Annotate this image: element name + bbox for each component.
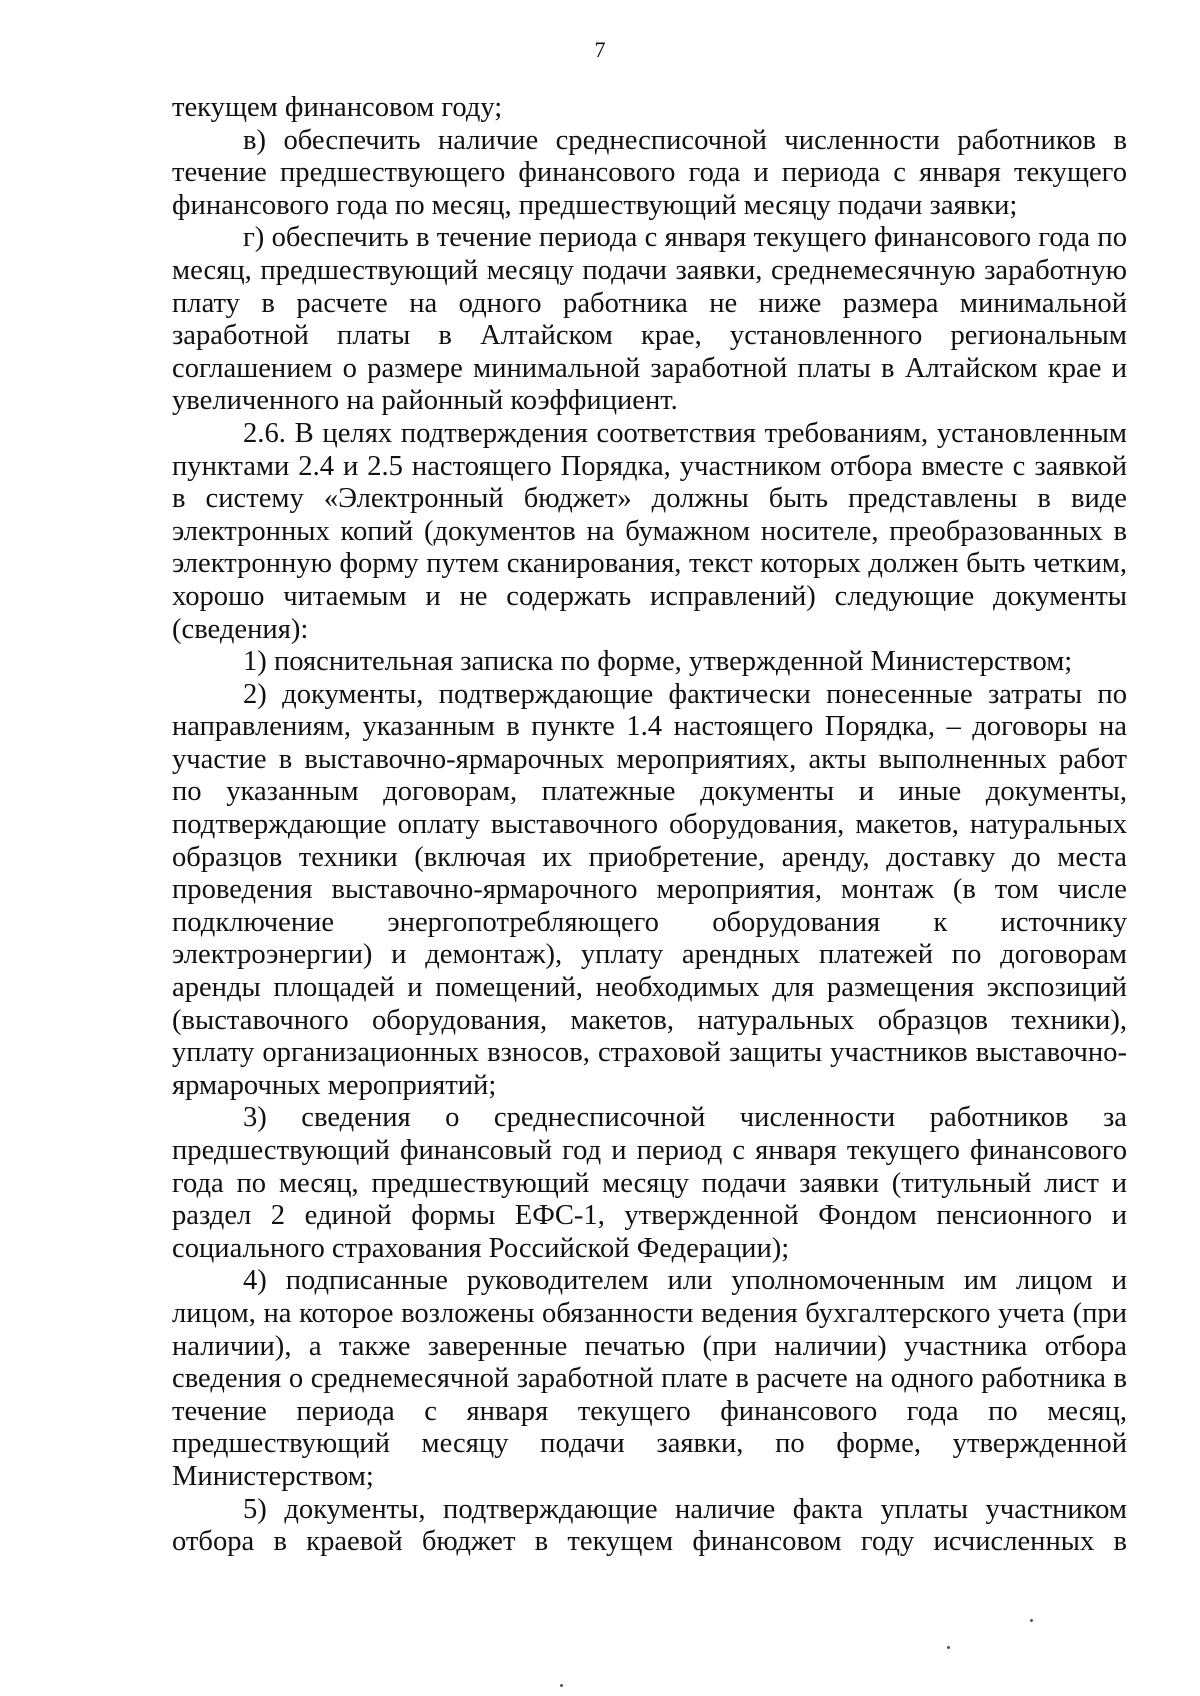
document-body — [172, 92, 1127, 1559]
scan-artifact-dot — [560, 1684, 563, 1687]
scan-artifact-dot — [1030, 1619, 1033, 1622]
paragraph-list-item-2: 2) документы, подтверждающие фактически понесенные затраты по направлениям, указанным в пункте 1.4 настоящего Порядка, – договоры на участие в выставочно-ярмарочных мероприятиях, акты выполненных работ по указанным договорам, платежные документы и иные документы, подтверждающие оплату выставочного оборудования, макетов, натуральных образцов техники (включая их приобретение, аренду, доставку до места проведения выставочно-ярмарочного мероприятия, монтаж (в том числе подключение энергопотребляющего оборудования к источнику электроэнергии) и демонтаж), уплату арендных платежей по договорам аренды площадей и помещений, необходимых для размещения экспозиций (выставочного оборудования, макетов, натуральных образцов техники), уплату организационных взносов, страховой защиты участников выставочно-ярмарочных мероприятий; — [172, 678, 1127, 1101]
paragraph-continuation: текущем финансовом году; — [172, 92, 503, 123]
paragraph-list-item-1: 1) пояснительная записка по форме, утвержденной Министерством; — [243, 646, 1073, 678]
paragraph-list-item-3: 3) сведения о среднесписочной численности работников за предшествующий финансовый год и период с января текущего финансового года по месяц, предшествующий месяцу подачи заявки (титульный лист и раздел 2 единой формы ЕФС-1, утвержденной Фондом пенсионного и социального страхования Российской Федерации); — [172, 1102, 1127, 1264]
paragraph-list-item-5: 5) документы, подтверждающие наличие факта уплаты участником отбора в краевой бюджет в текущем финансовом году исчисленных в — [172, 1493, 1127, 1558]
scan-artifact-dot — [947, 1646, 950, 1649]
paragraph-item-g: г) обеспечить в течение периода с января текущего финансового года по месяц, предшествующий месяцу подачи заявки, среднемесячную заработную плату в расчете на одного работника не ниже размера минимальной заработной платы в Алтайском крае, установленного региональным соглашением о размере минимальной заработной платы в Алтайском крае и увеличенного на районный коэффициент. — [172, 222, 1127, 417]
paragraph-clause-2-6: 2.6. В целях подтверждения соответствия требованиям, установленным пунктами 2.4 и 2.5 настоящего Порядка, участником отбора вместе с заявкой в систему «Электронный бюджет» должны быть представлены в виде электронных копий (документов на бумажном носителе, преобразованных в электронную форму путем сканирования, текст которых должен быть четким, хорошо читаемым и не содержать исправлений) следующие документы (сведения): — [172, 417, 1127, 645]
paragraph-item-v: в) обеспечить наличие среднесписочной численности работников в течение предшествующего финансового года и периода с января текущего финансового года по месяц, предшествующий месяцу подачи заявки; — [172, 124, 1127, 221]
page-number: 7 — [594, 37, 606, 62]
paragraph-list-item-4: 4) подписанные руководителем или уполномоченным им лицом и лицом, на которое возложены обязанности ведения бухгалтерского учета (при наличии), а также заверенные печатью (при наличии) участника отбора сведения о среднемесячной заработной плате в расчете на одного работника в течение периода с января текущего финансового года по месяц, предшествующий месяцу подачи заявки, по форме, утвержденной Министерством; — [172, 1265, 1127, 1492]
